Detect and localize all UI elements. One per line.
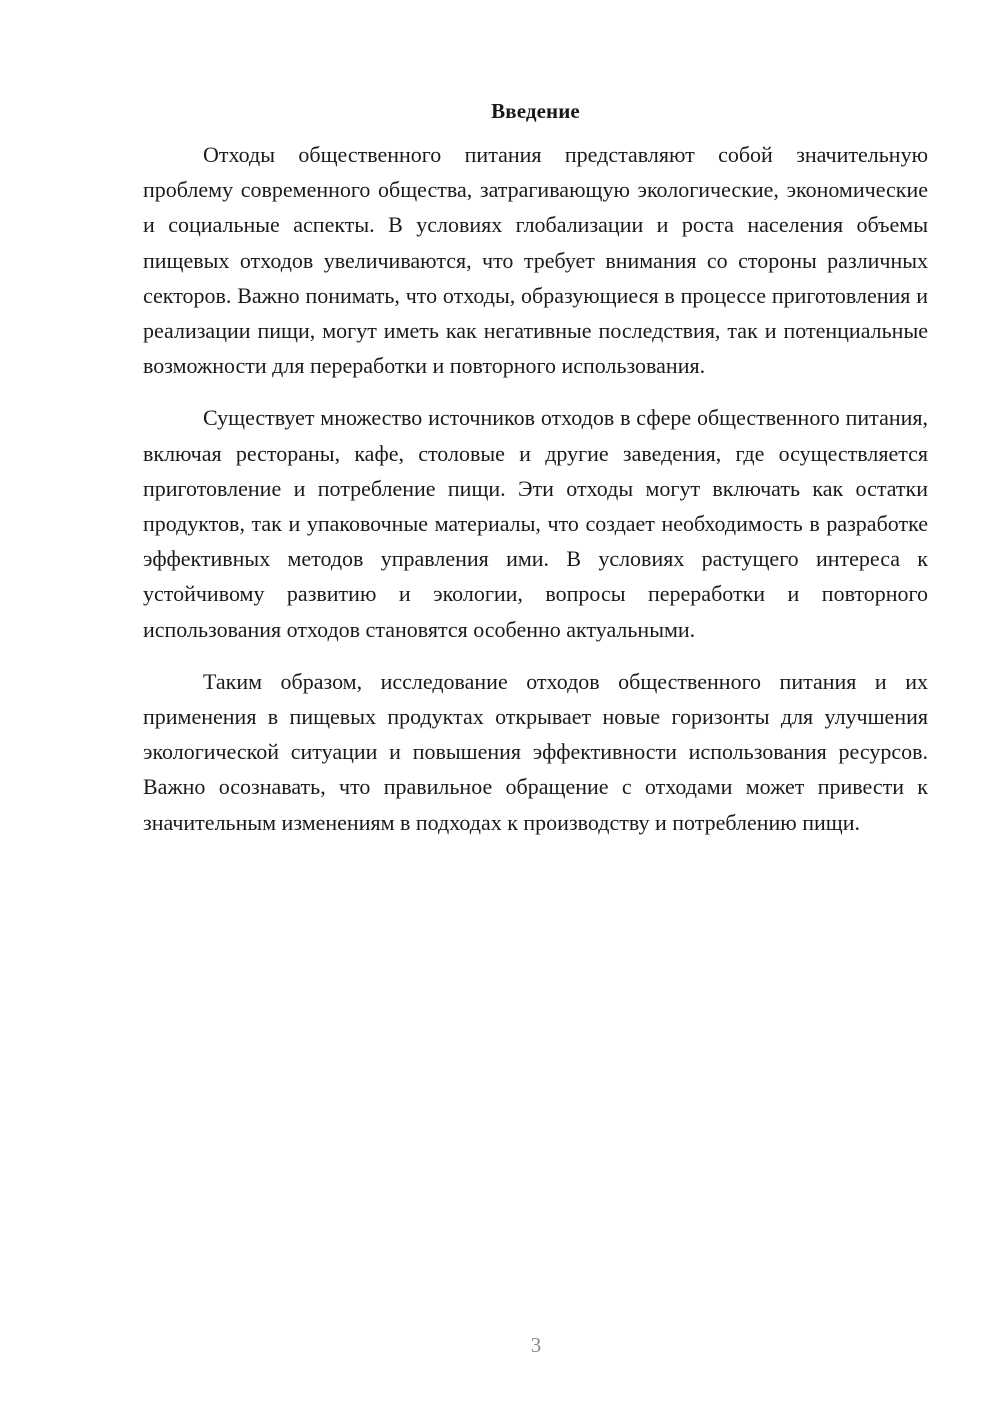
page-number: 3 (530, 1333, 542, 1357)
paragraph-3: Таким образом, исследование отходов общественного питания и их применения в пищевых продуктах открывает новые горизонты для улучшения экологической ситуации и повышения эффективности использования ресурсов. Важно осознавать, что правильное обращение с отходами может привести к значительным изменениям в подходах к производству и потреблению пищи. (143, 668, 928, 835)
paragraph-1: Отходы общественного питания представляют собой значительную проблему современного общества, затрагивающую экологические, экономические и социальные аспекты. В условиях глобализации и роста населения объемы пищевых отходов увеличиваются, что требует внимания со стороны различных секторов. Важно понимать, что отходы, образующиеся в процессе приготовления и реализации пищи, могут иметь как негативные последствия, так и потенциальные возможности для переработки и повторного использования. (143, 142, 928, 379)
section-heading: Введение (491, 99, 580, 123)
paragraph-2: Существует множество источников отходов в сфере общественного питания, включая рестораны, кафе, столовые и другие заведения, где осуществляется приготовление и потребление пищи. Эти отходы могут включать как остатки продуктов, так и упаковочные материалы, что создает необходимость в разработке эффективных методов управления ими. В условиях растущего интереса к устойчивому развитию и экологии, вопросы переработки и повторного использования отходов становятся особенно актуальными. (143, 405, 928, 642)
page-content (143, 96, 928, 857)
